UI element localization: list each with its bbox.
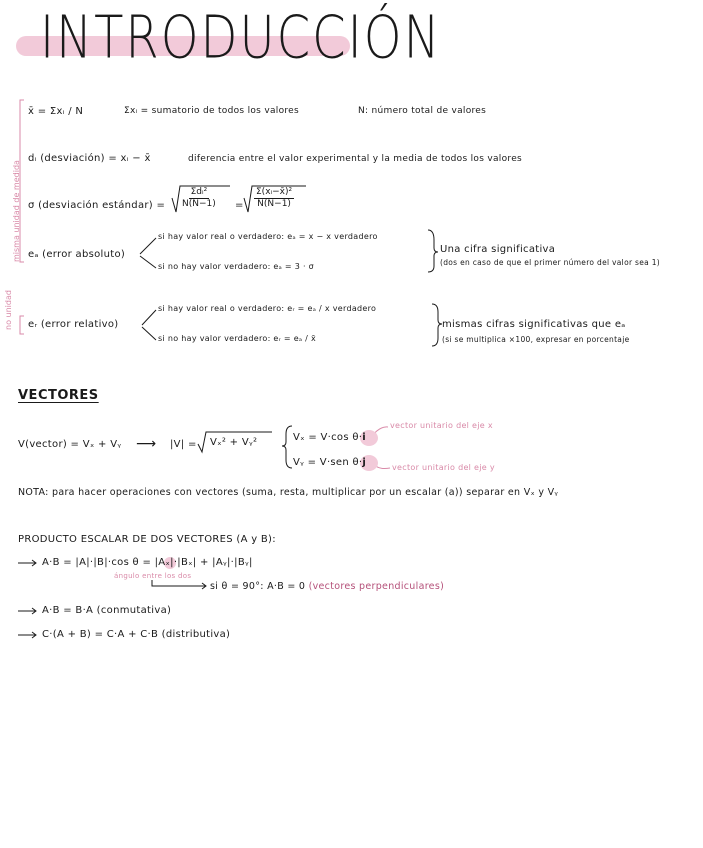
std-num-1: Σdᵢ² — [190, 187, 208, 197]
vectores-nota: NOTA: para hacer operaciones con vectores (suma, resta, multiplicar por un escalar (a)) separar en Vₓ y Vᵧ — [18, 487, 559, 498]
rel-error-note-1: mismas cifras significativas que eₐ — [442, 319, 626, 330]
std-num-2: Σ(xᵢ−x̄)² — [256, 187, 293, 197]
std-fraction-2 — [254, 187, 294, 210]
std-equals: = — [235, 200, 244, 211]
unit-j: j — [362, 457, 367, 468]
deviation-formula: dᵢ (desviación) = xᵢ − x̄ — [28, 153, 151, 164]
abs-error-case-2: si no hay valor verdadero: eₐ = 3 · σ — [158, 262, 315, 271]
unit-j-note: vector unitario del eje y — [392, 463, 495, 472]
rel-error-case-2: si no hay valor verdadero: eᵣ = eₐ / x̄ — [158, 334, 317, 343]
producto-heading: PRODUCTO ESCALAR DE DOS VECTORES (A y B): — [18, 534, 276, 545]
std-label: σ (desviación estándar) = — [28, 200, 166, 211]
vector-modulus-label: |V| = — [170, 439, 197, 450]
perp-formula: si θ = 90°: A·B = 0 — [210, 581, 306, 592]
deviation-description: diferencia entre el valor experimental y la media de todos los valores — [188, 154, 523, 164]
page-title: INTRODUCCIÓN — [40, 4, 442, 73]
mean-sum-definition: Σxᵢ = sumatorio de todos los valores — [124, 106, 300, 116]
rel-error-note-2: (si se multiplica ×100, expresar en porcentaje — [442, 335, 630, 344]
abs-error-note-1: Una cifra significativa — [440, 244, 556, 255]
unit-i: i — [362, 432, 366, 443]
unit-i-note: vector unitario del eje x — [390, 421, 493, 430]
vector-arrow: ⟶ — [136, 436, 157, 452]
perp-condition — [210, 581, 444, 592]
std-fraction-1 — [182, 187, 216, 210]
perp-note: (vectores perpendiculares) — [308, 581, 445, 592]
rel-error-case-1: si hay valor real o verdadero: eᵣ = eₐ / x verdadero — [158, 304, 377, 313]
vy-formula: Vᵧ = V·sen θ· — [293, 457, 363, 468]
std-den-2: N(N−1) — [257, 199, 291, 209]
vector-modulus-inner: Vₓ² + Vᵧ² — [210, 437, 258, 448]
vector-x-component — [293, 432, 366, 443]
abs-error-case-1: si hay valor real o verdadero: eₐ = x − x verdadero — [158, 232, 378, 241]
vectores-heading: VECTORES — [18, 388, 99, 403]
producto-row-1: A·B = |A|·|B|·cos θ = |Aₓ|·|Bₓ| + |Aᵧ|·|Bᵧ| — [42, 557, 253, 568]
vector-sum: V(vector) = Vₓ + Vᵧ — [18, 439, 122, 450]
producto-row-2: A·B = B·A (conmutativa) — [42, 605, 172, 616]
vector-y-component — [293, 457, 366, 468]
mean-n-definition: N: número total de valores — [358, 106, 487, 116]
rel-error-label: eᵣ (error relativo) — [28, 319, 119, 330]
producto-row-3: C·(A + B) = C·A + C·B (distributiva) — [42, 629, 231, 640]
abs-error-note-2: (dos en caso de que el primer número del valor sea 1) — [440, 258, 661, 267]
side-label-measure-units: misma unidad de medida — [12, 160, 21, 262]
vx-formula: Vₓ = V·cos θ· — [293, 432, 363, 443]
std-den-1: N(N−1) — [182, 199, 216, 209]
abs-error-label: eₐ (error absoluto) — [28, 249, 126, 260]
mean-formula: x̄ = Σxᵢ / N — [28, 106, 84, 117]
angle-note: ángulo entre los dos — [114, 572, 192, 580]
side-label-no-unit: no unidad — [4, 290, 13, 330]
